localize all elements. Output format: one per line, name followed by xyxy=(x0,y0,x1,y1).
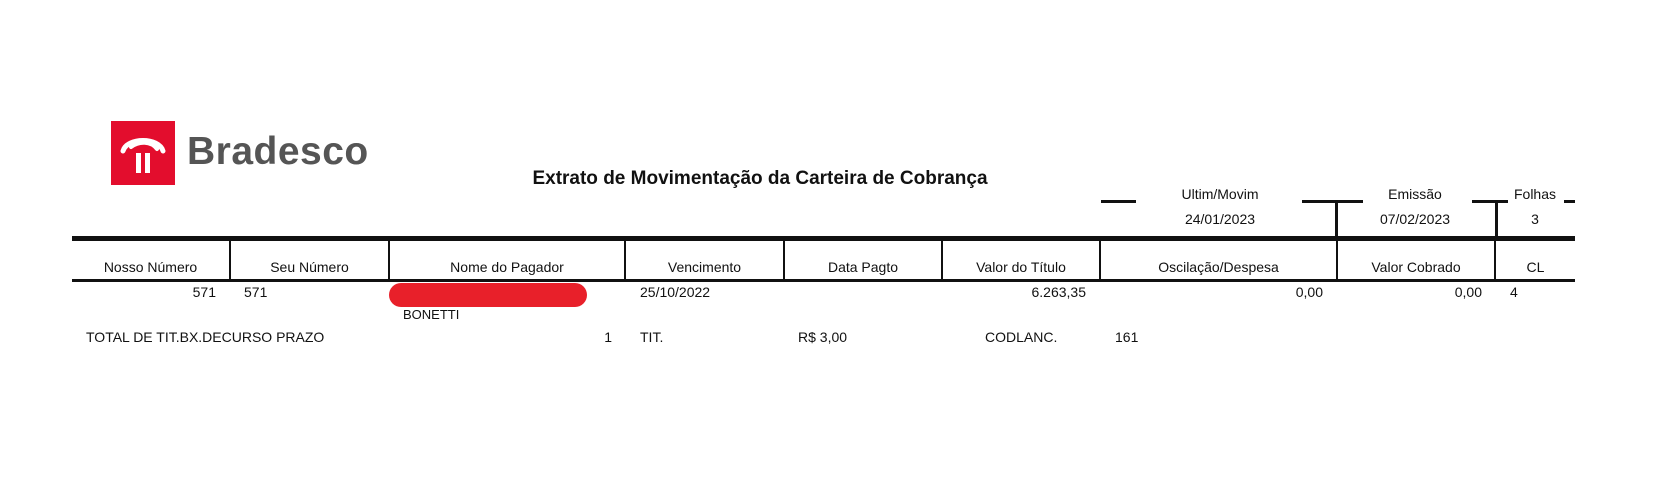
col-header-vencimento: Vencimento xyxy=(667,259,742,275)
emissao-value: 07/02/2023 xyxy=(1379,211,1451,227)
bradesco-logo xyxy=(111,121,175,185)
cell-nosso-numero: 571 xyxy=(192,284,216,300)
codlanc-value: 161 xyxy=(1115,329,1139,345)
cell-valor-titulo: 6.263,35 xyxy=(1031,284,1086,300)
folhas-label: Folhas xyxy=(1513,186,1557,202)
total-count: 1 xyxy=(604,329,612,345)
total-amount: R$ 3,00 xyxy=(798,329,848,345)
cell-oscilacao-despesa: 0,00 xyxy=(1295,284,1323,300)
codlanc-label: CODLANC. xyxy=(985,329,1058,345)
folhas-value: 3 xyxy=(1531,211,1539,227)
divider xyxy=(1495,200,1498,237)
col-header-valor-titulo: Valor do Título xyxy=(976,259,1066,275)
col-header-cl: CL xyxy=(1526,259,1545,275)
col-header-oscilacao-despesa: Oscilação/Despesa xyxy=(1158,259,1279,275)
total-tit: TIT. xyxy=(640,329,664,345)
col-header-nosso-numero: Nosso Número xyxy=(103,259,198,275)
col-header-data-pagto: Data Pagto xyxy=(827,259,899,275)
col-header-valor-cobrado: Valor Cobrado xyxy=(1371,259,1461,275)
ultim-movim-value: 24/01/2023 xyxy=(1184,211,1256,227)
redaction-mark xyxy=(389,283,587,307)
divider xyxy=(1101,200,1136,203)
col-header-nome-pagador: Nome do Pagador xyxy=(450,259,564,275)
cell-vencimento: 25/10/2022 xyxy=(640,284,711,300)
cell-nome-pagador: BONETTI xyxy=(403,307,460,322)
cell-valor-cobrado: 0,00 xyxy=(1454,284,1482,300)
bank-name: Bradesco xyxy=(187,130,369,173)
report-title: Extrato de Movimentação da Carteira de Cobrança xyxy=(532,168,988,189)
bradesco-tree-icon xyxy=(111,121,175,185)
header-rule xyxy=(72,236,1575,241)
total-label: TOTAL DE TIT.BX.DECURSO PRAZO xyxy=(86,329,325,345)
divider xyxy=(1335,200,1338,237)
emissao-label: Emissão xyxy=(1388,186,1442,202)
cell-cl: 4 xyxy=(1510,284,1518,300)
header-bottom-rule xyxy=(72,279,1575,282)
ultim-movim-label: Ultim/Movim xyxy=(1181,186,1259,202)
cell-seu-numero: 571 xyxy=(244,284,268,300)
col-header-seu-numero: Seu Número xyxy=(270,259,349,275)
